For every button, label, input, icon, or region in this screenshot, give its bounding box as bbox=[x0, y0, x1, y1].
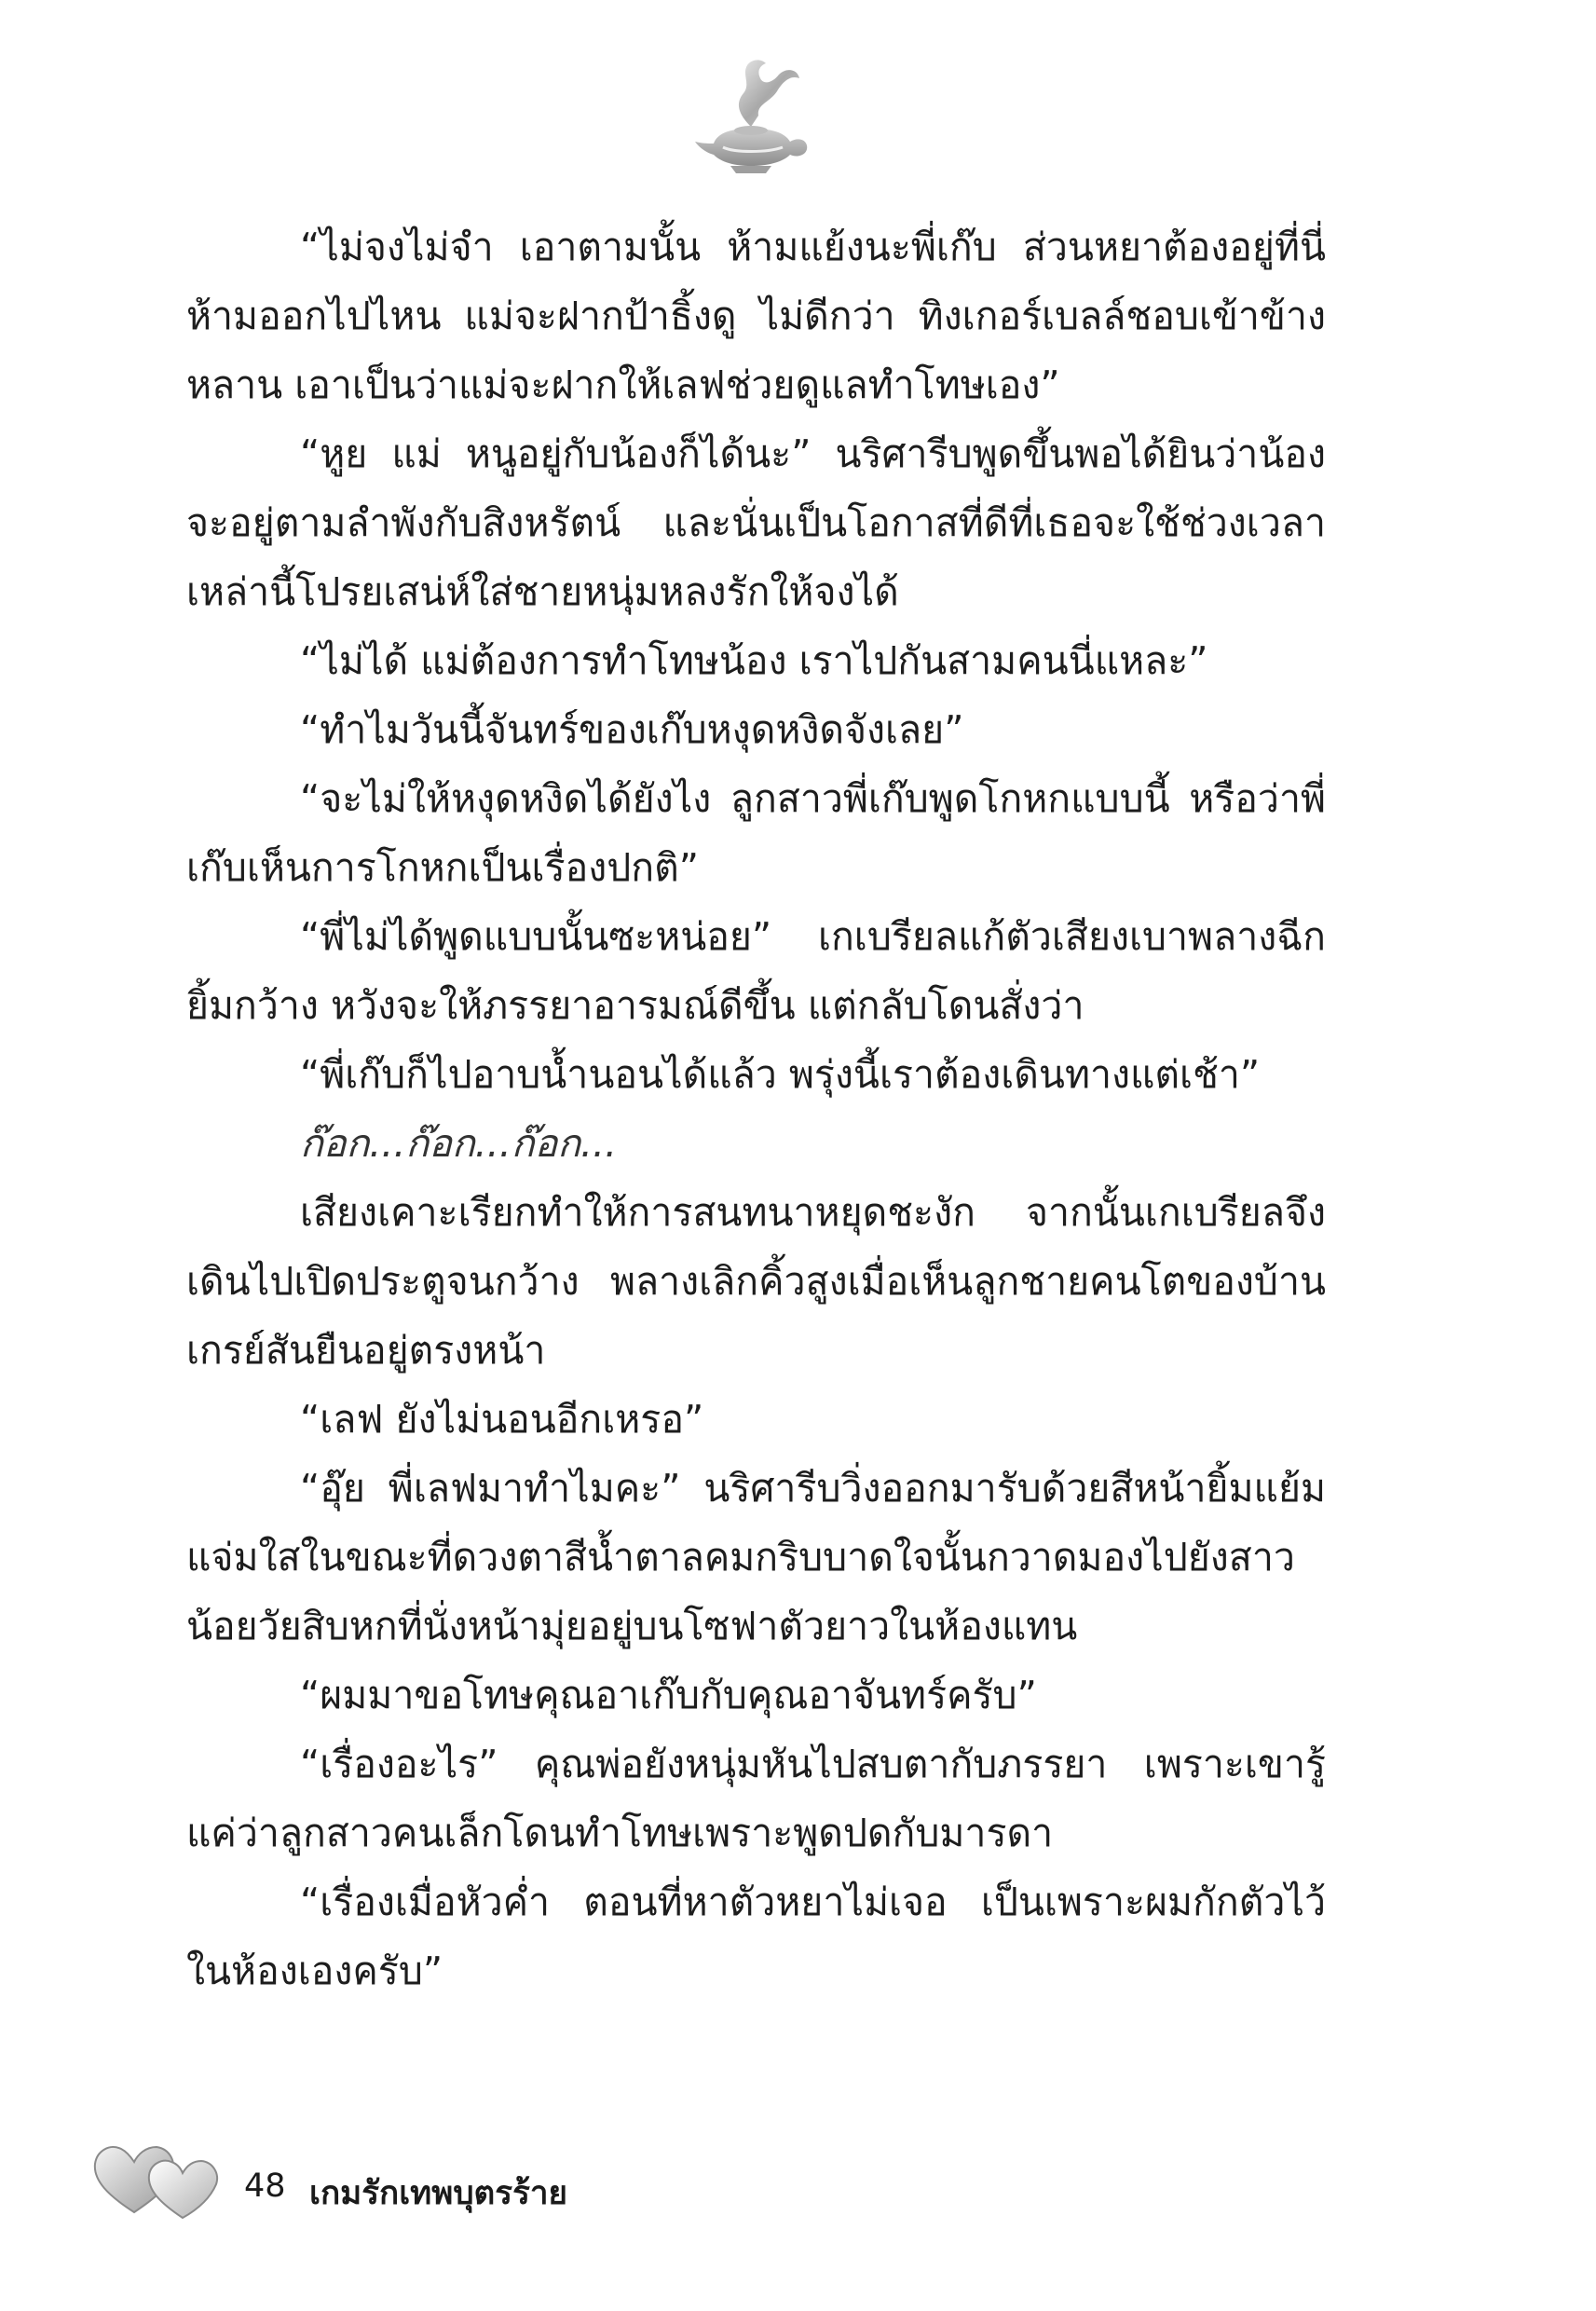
genie-lamp-icon bbox=[686, 54, 816, 181]
paragraph: “พี่ไม่ได้พูดแบบนั้นซะหน่อย” เกเบรียลแก้ตัวเสียงเบาพลางฉีกยิ้มกว้าง หวังจะให้ภรรยาอารมณ์ดีขึ้น แต่กลับโดนสั่งว่า bbox=[186, 914, 1326, 1028]
page-footer bbox=[89, 2134, 667, 2236]
paragraph: “ผมมาขอโทษคุณอาเก๊บกับคุณอาจันทร์ครับ” bbox=[300, 1673, 1037, 1717]
paragraph: “เรื่องเมื่อหัวค่ำ ตอนที่หาตัวหยาไม่เจอ เป็นเพราะผมกักตัวไว้ในห้องเองครับ” bbox=[186, 1880, 1326, 1993]
book-title: เกมรักเทพบุตรร้าย bbox=[309, 2175, 568, 2212]
paragraph: “พี่เก๊บก็ไปอาบน้ำนอนได้แล้ว พรุ่งนี้เราต้องเดินทางแต่เช้า” bbox=[300, 1052, 1261, 1097]
paragraph: “ไม่ได้ แม่ต้องการทำโทษน้อง เราไปกันสามคนนี่แหละ” bbox=[300, 638, 1208, 683]
paragraph-sound-effect: ก๊อก...ก๊อก...ก๊อก... bbox=[300, 1121, 618, 1166]
paragraph: “ไม่จงไม่จำ เอาตามนั้น ห้ามแย้งนะพี่เก๊บ ส่วนหยาต้องอยู่ที่นี่ ห้ามออกไปไหน แม่จะฝากป้าธิ้งดู ไม่ดีกว่า ทิงเกอร์เบลล์ชอบเข้าข้างหลาน เอาเป็นว่าแม่จะฝากให้เลฟช่วยดูแลทำโทษเอง” bbox=[186, 225, 1326, 407]
hearts-icon bbox=[89, 2134, 229, 2223]
page-number: 48 bbox=[244, 2167, 286, 2205]
paragraph: “จะไม่ให้หงุดหงิดได้ยังไง ลูกสาวพี่เก๊บพูดโกหกแบบนี้ หรือว่าพี่เก๊บเห็นการโกหกเป็นเรื่องปกติ” bbox=[186, 776, 1326, 890]
paragraph: เสียงเคาะเรียกทำให้การสนทนาหยุดชะงัก จากนั้นเกเบรียลจึงเดินไปเปิดประตูจนกว้าง พลางเลิกคิ้วสูงเมื่อเห็นลูกชายคนโตของบ้านเกรย์สันยืนอยู่ตรงหน้า bbox=[186, 1190, 1326, 1373]
paragraph: “อุ๊ย พี่เลฟมาทำไมคะ” นริศารีบวิ่งออกมารับด้วยสีหน้ายิ้มแย้มแจ่มใสในขณะที่ดวงตาสีน้ำตาลคมกริบบาดใจนั้นกวาดมองไปยังสาวน้อยวัยสิบหกที่นั่งหน้ามุ่ยอยู่บนโซฟาตัวยาวในห้องแทน bbox=[186, 1466, 1326, 1648]
paragraph: “เลฟ ยังไม่นอนอีกเหรอ” bbox=[300, 1397, 704, 1442]
story-text bbox=[186, 212, 1326, 2005]
paragraph: “เรื่องอะไร” คุณพ่อยังหนุ่มหันไปสบตากับภรรยา เพราะเขารู้แค่ว่าลูกสาวคนเล็กโดนทำโทษเพราะพูดปดกับมารดา bbox=[186, 1742, 1326, 1855]
paragraph: “หูย แม่ หนูอยู่กับน้องก็ได้นะ” นริศารีบพูดขึ้นพอได้ยินว่าน้องจะอยู่ตามลำพังกับสิงหรัตน์ และนั่นเป็นโอกาสที่ดีที่เธอจะใช้ช่วงเวลาเหล่านี้โปรยเสน่ห์ใส่ชายหนุ่มหลงรักให้จงได้ bbox=[186, 431, 1326, 614]
paragraph: “ทำไมวันนี้จันทร์ของเก๊บหงุดหงิดจังเลย” bbox=[300, 707, 964, 752]
